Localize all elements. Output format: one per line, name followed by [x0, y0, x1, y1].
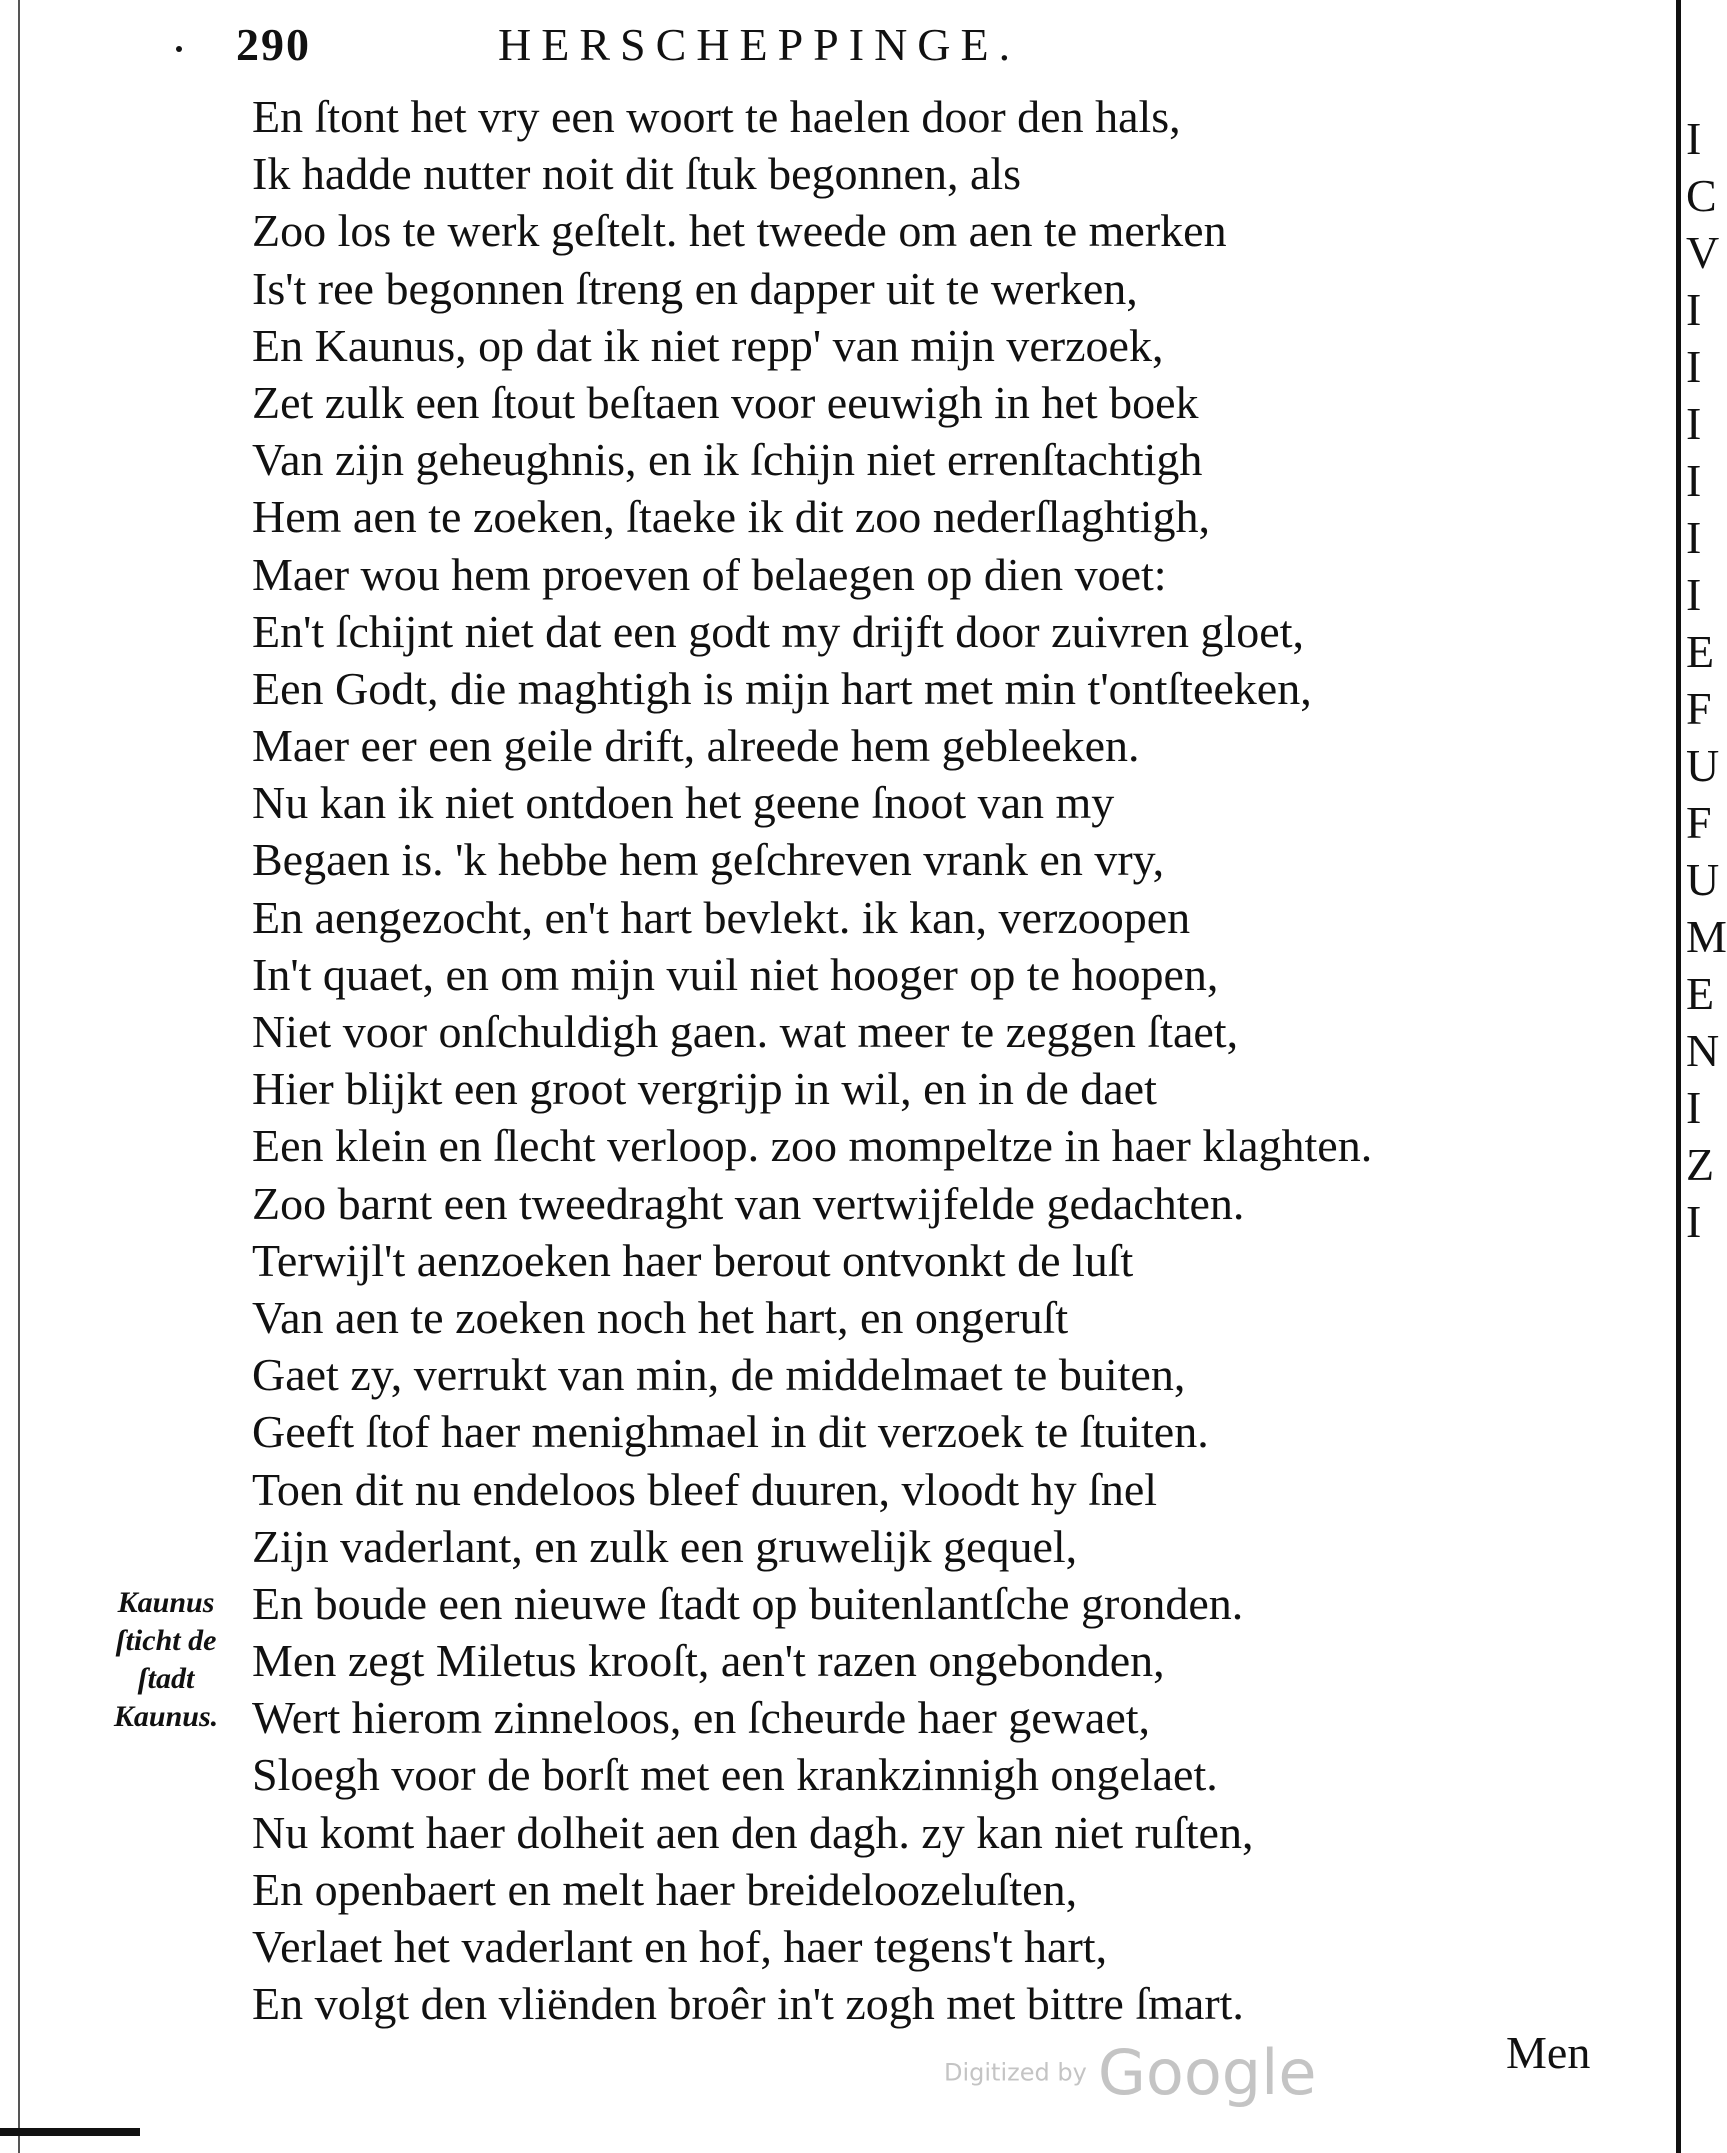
verse-line: Een klein en ſlecht verloop. zoo mompeltze in haer klaghten. — [252, 1120, 1373, 1172]
margin-dot — [176, 46, 182, 52]
adjacent-page-letter: N — [1686, 1025, 1720, 1076]
adjacent-page-letter: I — [1686, 1196, 1702, 1247]
adjacent-page-letter: M — [1686, 911, 1727, 962]
verse-line: Begaen is. 'k hebbe hem geſchreven vrank en vry, — [252, 834, 1165, 886]
verse-line: Zoo los te werk geſtelt. het tweede om aen te merken — [252, 205, 1227, 257]
verse-line: En ſtont het vry een woort te haelen door den hals, — [252, 91, 1181, 142]
adjacent-page-letter: I — [1686, 284, 1702, 335]
verse-line: Geeft ſtof haer menighmael in dit verzoek te ſtuiten. — [252, 1406, 1209, 1458]
adjacent-page-letter: E — [1686, 626, 1715, 677]
adjacent-page-letter: C — [1686, 170, 1717, 221]
adjacent-page-letter: U — [1686, 854, 1720, 905]
adjacent-page-letter: I — [1686, 398, 1702, 449]
verse-line: Van aen te zoeken noch het hart, en ongeruſt — [252, 1291, 1069, 1343]
verse-line: Is't ree begonnen ſtreng en dapper uit te werken, — [252, 262, 1138, 314]
margin-note — [86, 1584, 246, 1736]
catchword: Men — [1506, 2027, 1591, 2078]
adjacent-page-letter: F — [1686, 683, 1712, 734]
verse-line: Terwijl't aenzoeken haer berout ontvonkt de luſt — [252, 1234, 1134, 1286]
verse-line: Verlaet het vaderlant en hof, haer tegens't hart, — [252, 1921, 1108, 1972]
verse-line: Zijn vaderlant, en zulk een gruwelijk gequel, — [252, 1520, 1078, 1572]
margin-note-line: ſtadt — [137, 1662, 195, 1695]
adjacent-page-strip — [1686, 110, 1727, 1510]
page-number: 290 — [236, 19, 311, 70]
verse-line: En't ſchijnt niet dat een godt my drijft door zuivren gloet, — [252, 605, 1304, 657]
verse-line: Wert hierom zinneloos, en ſcheurde haer gewaet, — [252, 1692, 1151, 1744]
google-logo: Google — [1097, 2036, 1317, 2109]
adjacent-page-letter: I — [1686, 341, 1702, 392]
verse-line: En volgt den vliënden broêr in't zogh met bittre ſmart. — [252, 1978, 1244, 2030]
running-title: HERSCHEPPINGE. — [498, 19, 1021, 70]
adjacent-page-letter: U — [1686, 740, 1720, 791]
page-left-edge — [18, 0, 20, 2153]
verse-block — [252, 88, 1612, 2032]
verse-line: Nu komt haer dolheit aen den dagh. zy kan niet ruſten, — [252, 1806, 1254, 1858]
adjacent-page-letter: I — [1686, 1082, 1702, 1133]
verse-line: Een Godt, die maghtigh is mijn hart met min t'ontſteeken, — [252, 662, 1312, 714]
verse-line: Toen dit nu endeloos bleef duuren, vloodt hy ſnel — [252, 1463, 1158, 1515]
verse-line: Maer eer een geile drift, alreede hem gebleeken. — [252, 720, 1140, 772]
digitization-watermark — [944, 2036, 1317, 2109]
verse-line: Zet zulk een ſtout beſtaen voor eeuwigh in het boek — [252, 376, 1199, 428]
adjacent-page-letter: I — [1686, 113, 1702, 164]
verse-line: Zoo barnt een tweedraght van vertwijfelde gedachten. — [252, 1177, 1245, 1229]
verse-line: Gaet zy, verrukt van min, de middelmaet te buiten, — [252, 1349, 1186, 1401]
verse-line: En Kaunus, op dat ik niet repp' van mijn verzoek, — [252, 319, 1164, 371]
adjacent-page-letter: F — [1686, 797, 1712, 848]
verse-line: Ik hadde nutter noit dit ſtuk begonnen, als — [252, 148, 1022, 200]
page-right-edge — [1676, 0, 1681, 2153]
verse-line: En boude een nieuwe ſtadt op buitenlantſche gronden. — [252, 1577, 1244, 1629]
verse-line: En aengezocht, en't hart bevlekt. ik kan, verzoopen — [252, 891, 1191, 943]
verse-line: Hier blijkt een groot vergrijp in wil, en in de daet — [252, 1063, 1157, 1115]
verse-line: Nu kan ik niet ontdoen het geene ſnoot van my — [252, 777, 1115, 829]
verse-line: Van zijn geheughnis, en ik ſchijn niet errenſtachtigh — [252, 434, 1203, 486]
verse-line: Hem aen te zoeken, ſtaeke ik dit zoo nederſlaghtigh, — [252, 491, 1210, 543]
bottom-rule — [0, 2128, 140, 2136]
adjacent-page-letter: Z — [1686, 1139, 1715, 1190]
adjacent-page-letter: I — [1686, 569, 1702, 620]
verse-line: Sloegh voor de borſt met een krankzinnigh ongelaet. — [252, 1749, 1218, 1801]
watermark-prefix: Digitized by — [944, 2058, 1087, 2087]
margin-note-line: ſticht de — [115, 1624, 217, 1657]
adjacent-page-letter: I — [1686, 455, 1702, 506]
adjacent-page-letter: V — [1686, 227, 1720, 278]
running-header — [236, 18, 1356, 82]
verse-line: Men zegt Miletus krooſt, aen't razen ongebonden, — [252, 1635, 1165, 1687]
verse-line: En openbaert en melt haer breideloozeluſten, — [252, 1863, 1078, 1915]
adjacent-page-letter: I — [1686, 512, 1702, 563]
verse-line: In't quaet, en om mijn vuil niet hooger op te hoopen, — [252, 948, 1219, 1000]
margin-note-line: Kaunus. — [113, 1700, 219, 1733]
margin-note-line: Kaunus — [117, 1586, 215, 1619]
verse-line: Maer wou hem proeven of belaegen op dien voet: — [252, 548, 1167, 600]
adjacent-page-letter: E — [1686, 968, 1715, 1019]
verse-line: Niet voor onſchuldigh gaen. wat meer te zeggen ſtaet, — [252, 1006, 1239, 1057]
